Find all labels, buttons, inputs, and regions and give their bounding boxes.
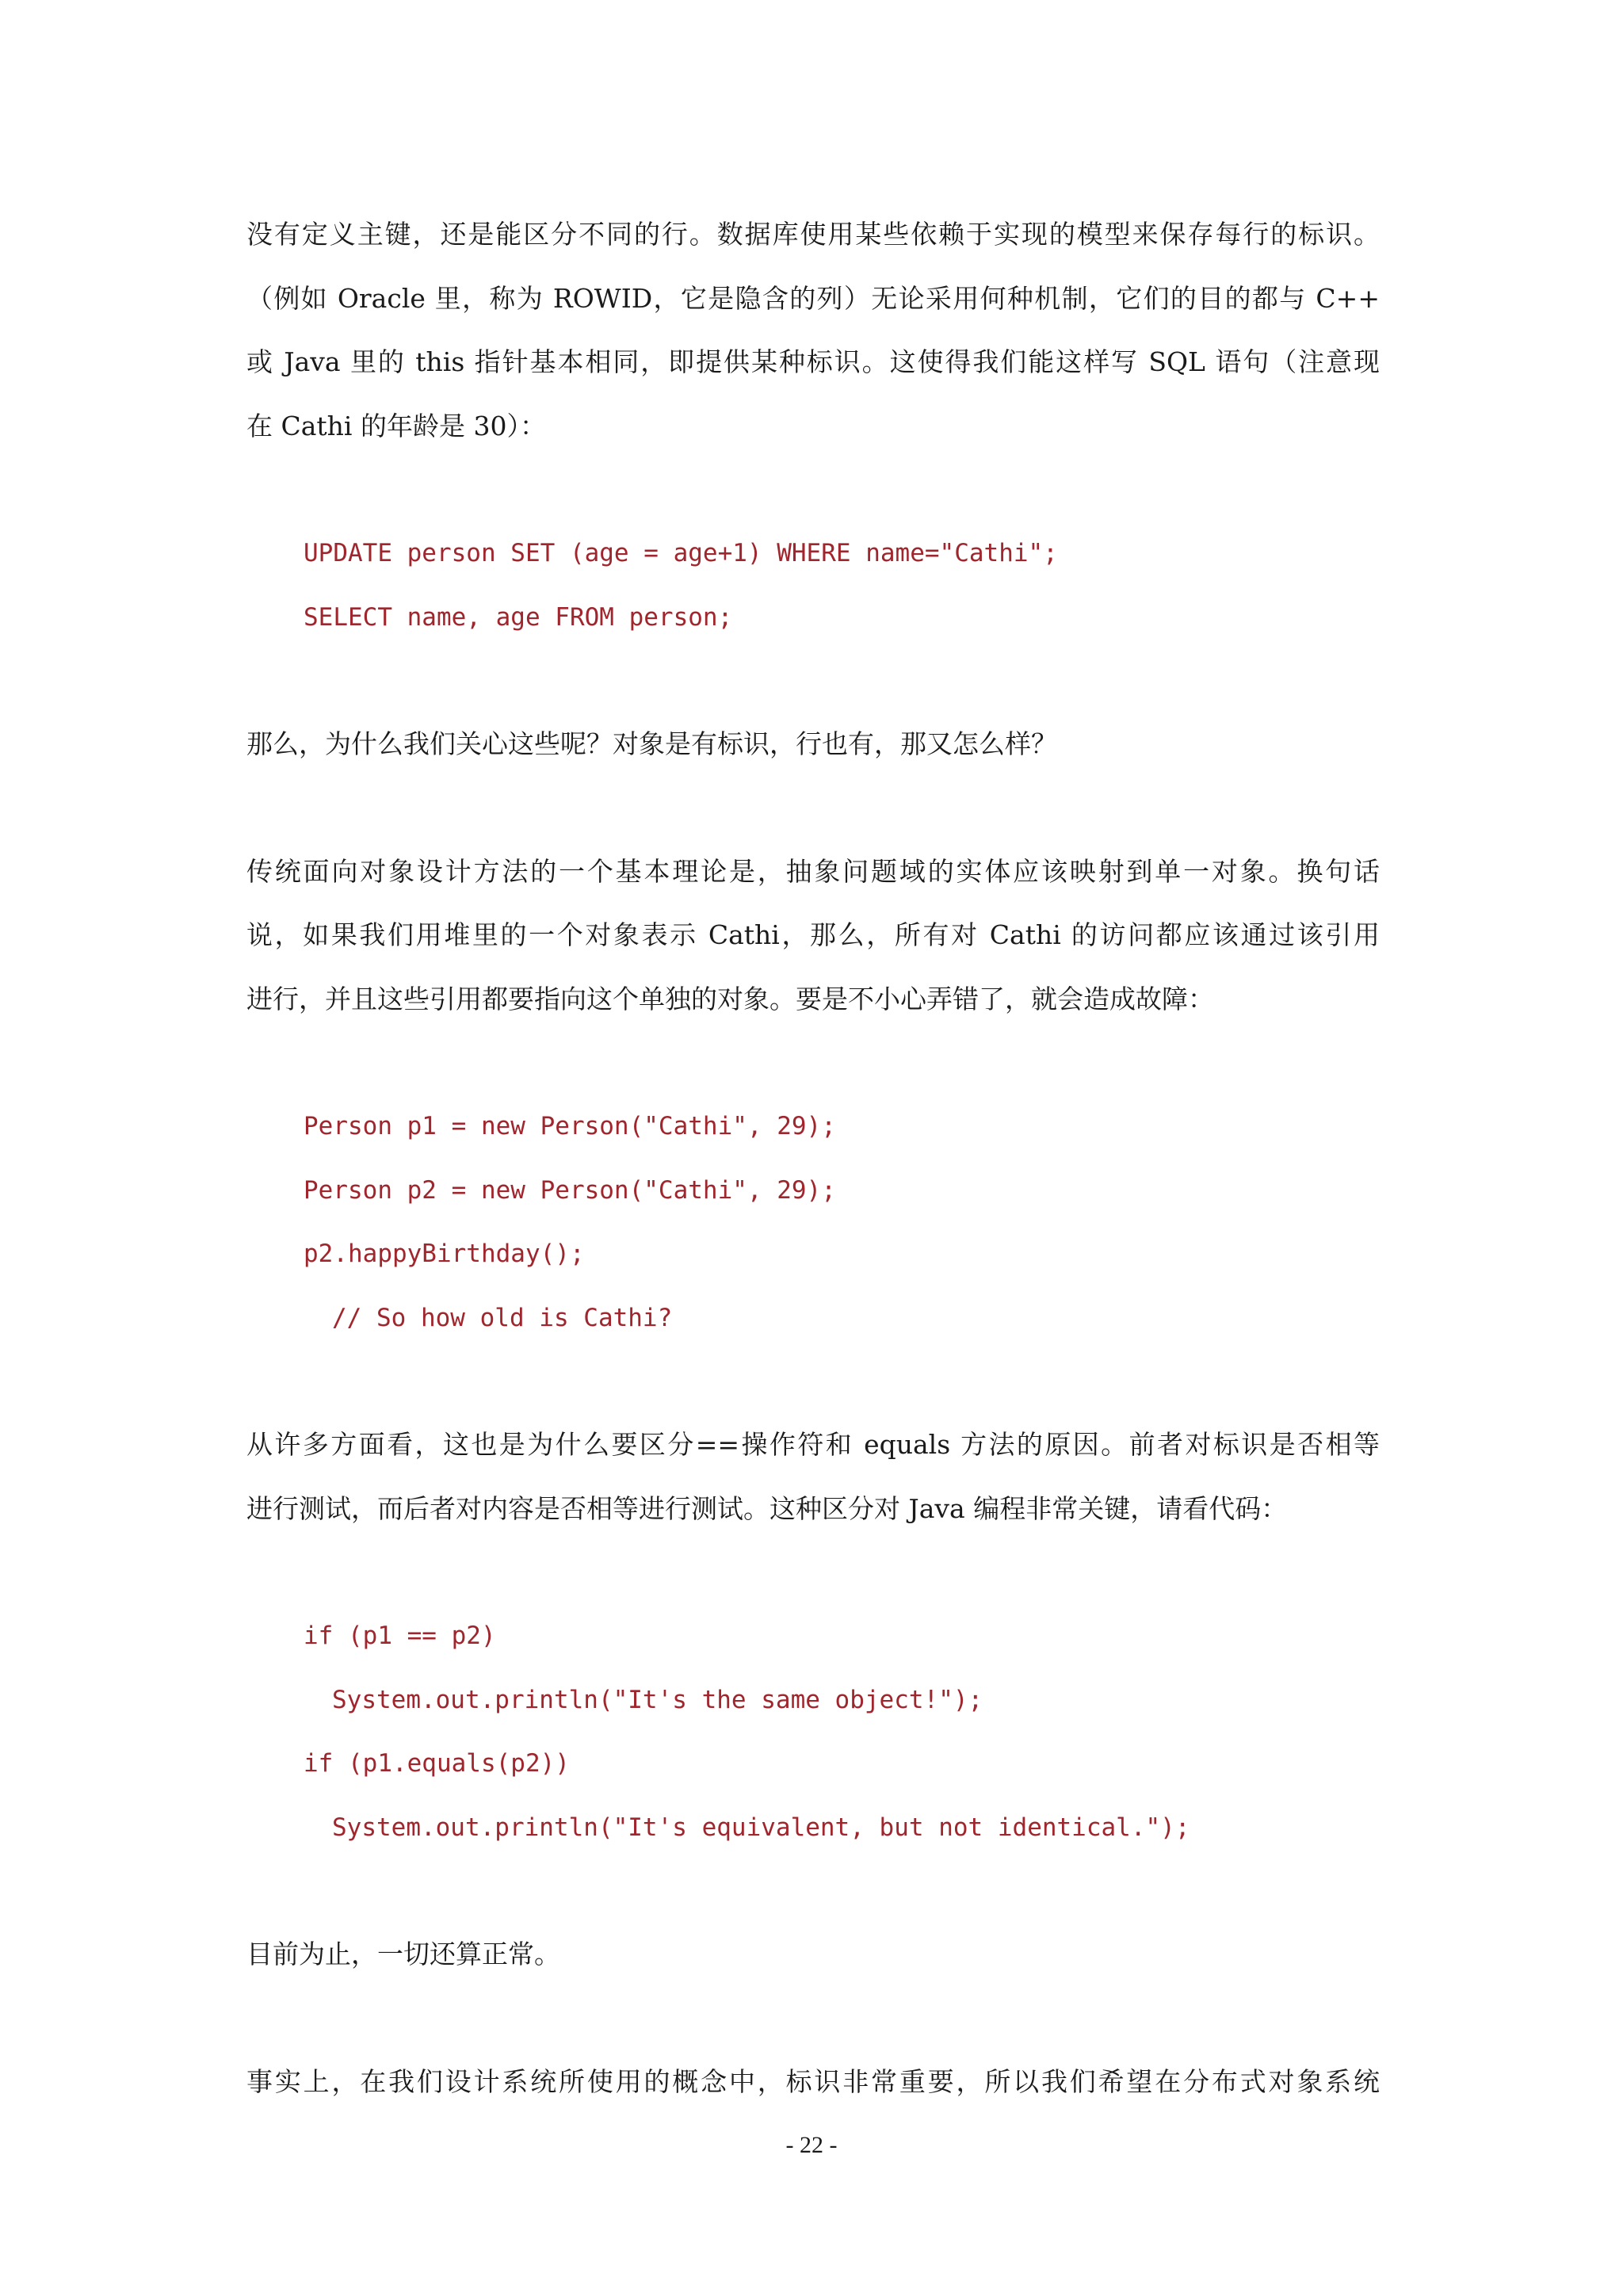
code-line: Person p2 = new Person("Cathi", 29); xyxy=(304,1175,836,1205)
paragraph xyxy=(246,2050,1380,2115)
spacer xyxy=(246,1987,1380,2050)
paragraph-line: 那么，为什么我们关心这些呢？对象是有标识，行也有，那又怎么样？ xyxy=(246,728,1057,759)
page-content xyxy=(246,203,1380,2114)
paragraph-line: 事实上，在我们设计系统所使用的概念中，标识非常重要，所以我们希望在分布式对象系统 xyxy=(246,2065,1380,2097)
paragraph xyxy=(246,712,1380,777)
code-block-sql xyxy=(246,521,1380,649)
paragraph xyxy=(246,1413,1380,1541)
paragraph xyxy=(246,840,1380,1032)
paragraph-line: 没有定义主键，还是能区分不同的行。数据库使用某些依赖于实现的模型来保存每行的标识。 xyxy=(246,219,1380,250)
code-line: SELECT name, age FROM person; xyxy=(304,602,733,632)
paragraph-line: 或 Java 里的 this 指针基本相同，即提供某种标识。这使得我们能这样写 SQL 语句（注意现 xyxy=(246,346,1380,377)
spacer xyxy=(246,1350,1380,1413)
code-line: if (p1 == p2) xyxy=(304,1622,496,1650)
code-line: System.out.println("It's the same object!"); xyxy=(332,1685,983,1714)
code-block-java-person xyxy=(246,1095,1380,1350)
paragraph-line: 进行，并且这些引用都要指向这个单独的对象。要是不小心弄错了，就会造成故障： xyxy=(246,983,1214,1014)
code-line: p2.happyBirthday(); xyxy=(304,1240,585,1268)
paragraph-line: （例如 Oracle 里，称为 ROWID，它是隐含的列）无论采用何种机制，它们的目的都与 C++ xyxy=(246,282,1380,314)
paragraph-line: 传统面向对象设计方法的一个基本理论是，抽象问题域的实体应该映射到单一对象。换句话 xyxy=(246,855,1380,887)
spacer xyxy=(246,777,1380,840)
paragraph-line: 在 Cathi 的年龄是 30）： xyxy=(246,410,546,441)
paragraph xyxy=(246,203,1380,458)
paragraph-line: 进行测试，而后者对内容是否相等进行测试。这种区分对 Java 编程非常关键，请看代码： xyxy=(246,1492,1288,1524)
spacer xyxy=(246,458,1380,521)
code-line: Person p1 = new Person("Cathi", 29); xyxy=(304,1112,836,1140)
paragraph xyxy=(246,1923,1380,1987)
paragraph-line: 说，如果我们用堆里的一个对象表示 Cathi，那么，所有对 Cathi 的访问都应该通过该引用 xyxy=(246,919,1380,950)
code-line: if (p1.equals(p2)) xyxy=(304,1749,570,1778)
code-line: UPDATE person SET (age = age+1) WHERE name="Cathi"; xyxy=(304,539,1058,567)
spacer xyxy=(246,649,1380,712)
spacer xyxy=(246,1031,1380,1095)
code-line: System.out.println("It's equivalent, but not identical."); xyxy=(332,1813,1190,1842)
paragraph-line: 从许多方面看，这也是为什么要区分==操作符和 equals 方法的原因。前者对标识是否相等 xyxy=(246,1429,1380,1460)
page-number: - 22 - xyxy=(785,2132,838,2158)
code-block-java-equals xyxy=(246,1604,1380,1859)
paragraph-line: 目前为止，一切还算正常。 xyxy=(246,1939,560,1969)
spacer xyxy=(246,1859,1380,1923)
code-comment-line: // So how old is Cathi? xyxy=(332,1303,673,1332)
spacer xyxy=(246,1541,1380,1604)
